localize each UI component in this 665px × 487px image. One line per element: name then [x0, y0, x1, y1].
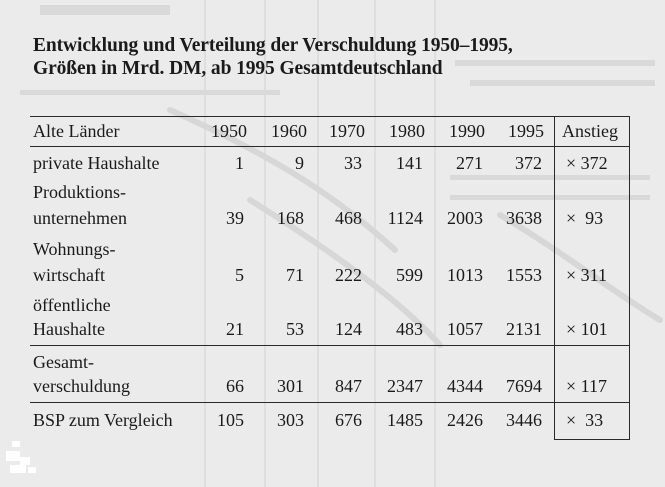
title-line-2: Größen in Mrd. DM, ab 1995 Gesamtdeutschland	[33, 58, 443, 79]
row-label: BSP zum Vergleich	[33, 410, 173, 430]
row-value: 5	[235, 265, 244, 285]
comparison-top-rule	[30, 402, 630, 403]
row-value: 2131	[506, 319, 542, 339]
header-year: 1980	[389, 121, 425, 141]
total-top-rule	[30, 345, 630, 346]
row-value: 1124	[387, 208, 423, 228]
row-value: 53	[286, 319, 304, 339]
row-label: unternehmen	[33, 208, 127, 228]
row-value: 271	[456, 153, 483, 173]
scan-artifact	[0, 435, 45, 480]
row-value: 2426	[447, 410, 483, 430]
row-label: Gesamt-	[33, 352, 94, 372]
row-value: 71	[286, 265, 304, 285]
row-value: 105	[217, 410, 244, 430]
row-label: private Haushalte	[33, 153, 160, 173]
row-value: 39	[226, 208, 244, 228]
row-value: 3446	[506, 410, 542, 430]
row-increase: × 93	[566, 208, 604, 228]
header-increase: Anstieg	[562, 121, 618, 141]
header-year: 1990	[449, 121, 485, 141]
row-value: 33	[344, 153, 362, 173]
row-value: 66	[226, 376, 244, 396]
row-label: verschuldung	[33, 376, 130, 396]
row-value: 847	[335, 376, 362, 396]
increase-box-right-rule	[629, 116, 630, 440]
row-value: 2347	[387, 376, 423, 396]
row-value: 468	[335, 208, 362, 228]
row-increase: × 311	[566, 265, 607, 285]
header-year: 1960	[271, 121, 307, 141]
row-value: 483	[396, 319, 423, 339]
row-label: Wohnungs-	[33, 239, 116, 259]
row-value: 3638	[506, 208, 542, 228]
row-label: wirtschaft	[33, 265, 105, 285]
row-value: 1485	[387, 410, 423, 430]
row-label: öffentliche	[33, 295, 111, 315]
row-value: 21	[226, 319, 244, 339]
row-value: 2003	[447, 208, 483, 228]
row-value: 9	[295, 153, 304, 173]
row-increase: × 33	[566, 410, 604, 430]
header-year: 1995	[508, 121, 544, 141]
header-label: Alte Länder	[33, 121, 120, 141]
row-value: 141	[396, 153, 423, 173]
row-value: 4344	[447, 376, 483, 396]
increase-box-left-rule	[554, 116, 555, 440]
row-value: 599	[396, 265, 423, 285]
header-top-rule	[30, 116, 630, 117]
title-line-1: Entwicklung und Verteilung der Verschuldung 1950–1995,	[33, 35, 513, 56]
row-label: Haushalte	[33, 319, 105, 339]
header-bottom-rule	[30, 146, 630, 147]
row-value: 676	[335, 410, 362, 430]
header-year: 1950	[211, 121, 247, 141]
row-value: 7694	[506, 376, 542, 396]
row-value: 168	[277, 208, 304, 228]
row-increase: × 117	[566, 376, 607, 396]
row-value: 1013	[447, 265, 483, 285]
row-value: 1	[235, 153, 244, 173]
row-increase: × 372	[566, 153, 608, 173]
row-value: 372	[515, 153, 542, 173]
increase-box-bottom-rule	[554, 439, 630, 440]
row-value: 303	[277, 410, 304, 430]
row-value: 222	[335, 265, 362, 285]
row-value: 1553	[506, 265, 542, 285]
row-value: 301	[277, 376, 304, 396]
row-value: 1057	[447, 319, 483, 339]
row-label: Produktions-	[33, 182, 127, 202]
row-increase: × 101	[566, 319, 608, 339]
row-value: 124	[335, 319, 362, 339]
header-year: 1970	[329, 121, 365, 141]
